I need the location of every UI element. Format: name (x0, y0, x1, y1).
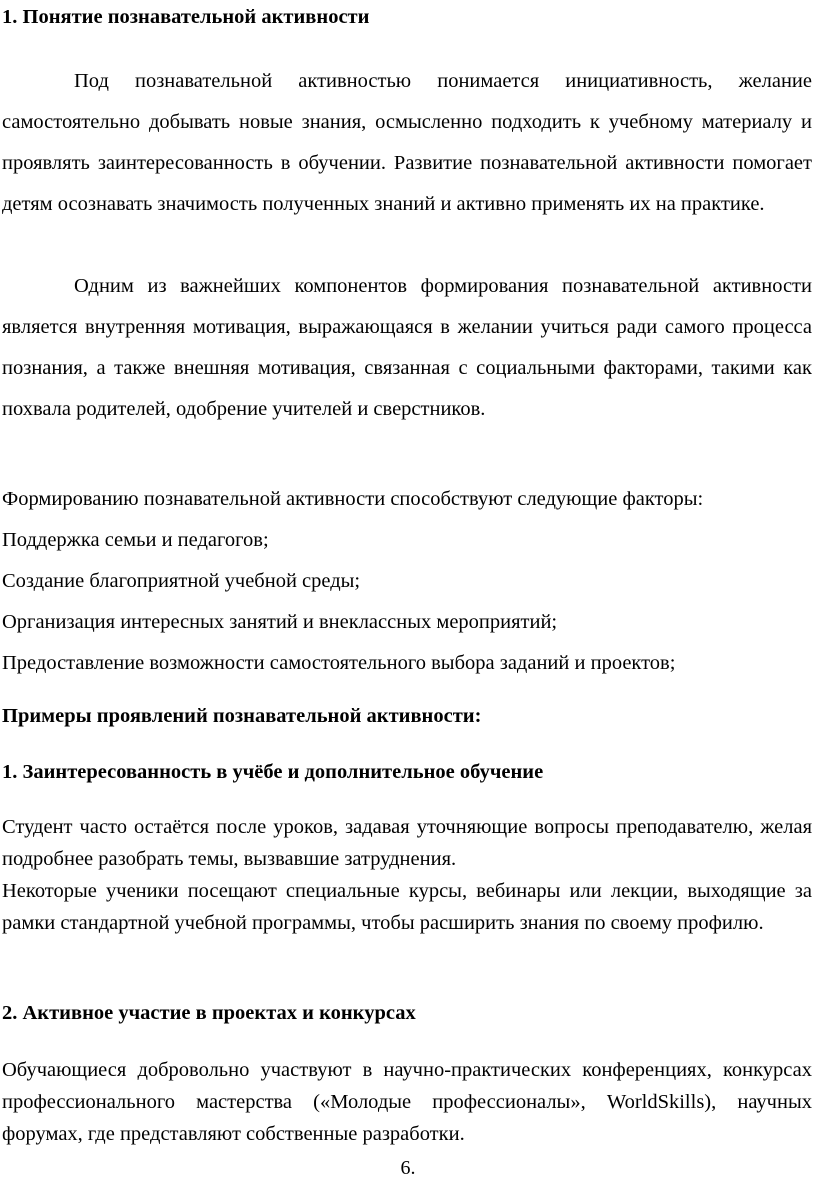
example-1-heading: 1. Заинтересованность в учёбе и дополнительное обучение (2, 761, 544, 783)
example-1-paragraph-1: Студент часто остаётся после уроков, задавая уточняющие вопросы преподавателю, желая подробнее разобрать темы, вызвавшие затруднения. (2, 816, 812, 870)
factors-intro: Формированию познавательной активности способствуют следующие факторы: (2, 488, 704, 510)
example-1-paragraph-2: Некоторые ученики посещают специальные курсы, вебинары или лекции, выходящие за рамки стандартной учебной программы, чтобы расширить знания по своему профилю. (2, 880, 812, 934)
factor-item: Организация интересных занятий и внеклассных мероприятий; (2, 611, 558, 633)
intro-paragraph: Под познавательной активностью понимается инициативность, желание самостоятельно добывать новые знания, осмысленно подходить к учебному материалу и проявлять заинтересованность в обучении. Развитие познавательной активности помогает детям осознавать значимость полученных знаний и активно применять их на практике. (2, 70, 812, 215)
section-title: 1. Понятие познавательной активности (2, 6, 370, 28)
page-number: 6. (400, 1157, 416, 1179)
examples-heading: Примеры проявлений познавательной активности: (2, 705, 482, 727)
factor-item: Предоставление возможности самостоятельного выбора заданий и проектов; (2, 652, 676, 674)
factor-item: Создание благоприятной учебной среды; (2, 570, 361, 592)
motivation-paragraph: Одним из важнейших компонентов формирования познавательной активности является внутренняя мотивация, выражающаяся в желании учиться ради самого процесса познания, а также внешняя мотивация, связанная с социальными факторами, такими как похвала родителей, одобрение учителей и сверстников. (2, 275, 812, 420)
example-2-heading: 2. Активное участие в проектах и конкурсах (2, 1002, 416, 1024)
factor-item: Поддержка семьи и педагогов; (2, 529, 269, 551)
example-2-paragraph: Обучающиеся добровольно участвуют в научно-практических конференциях, конкурсах профессионального мастерства («Молодые профессионалы», WorldSkills), научных форумах, где представляют собственные разработки. (2, 1059, 812, 1145)
